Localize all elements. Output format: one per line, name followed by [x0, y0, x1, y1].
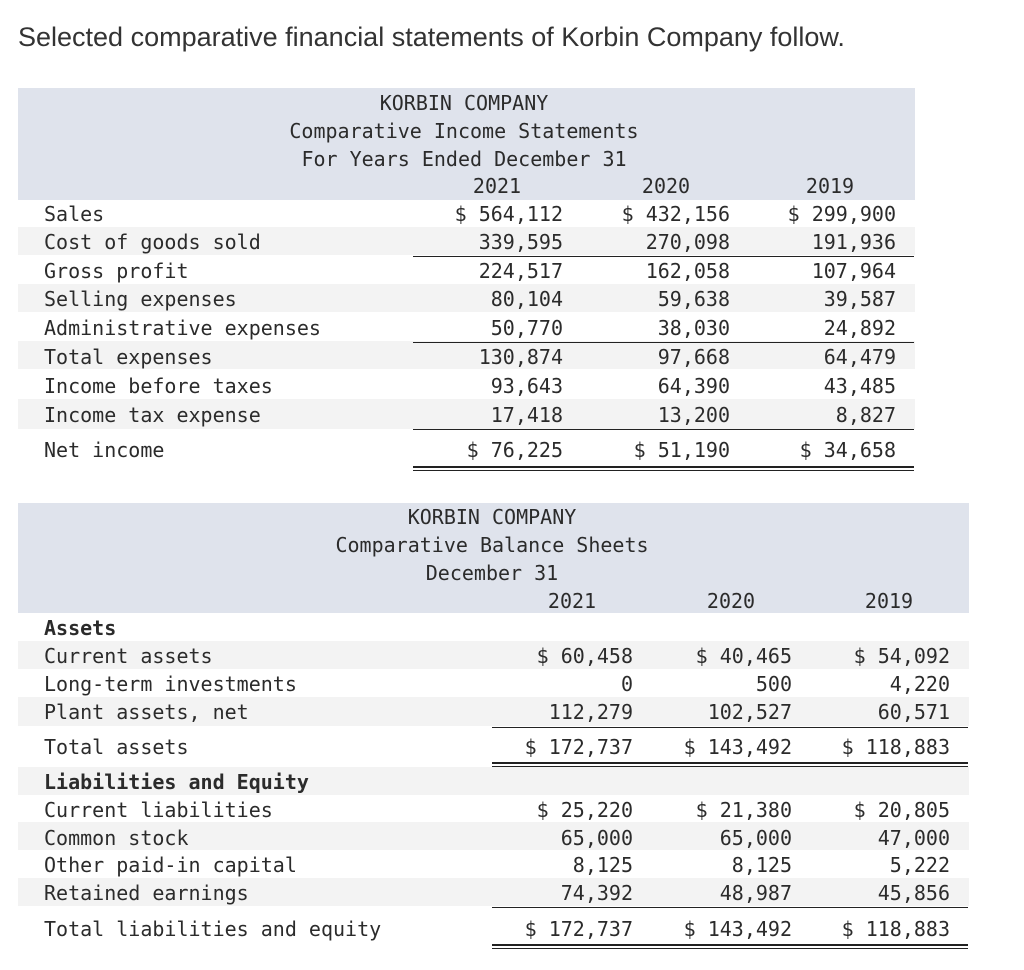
income-cell: 64,479	[823, 345, 896, 369]
intro-text: Selected comparative financial statements of Korbin Company follow.	[18, 22, 845, 52]
balance-row-label: Other paid-in capital	[44, 853, 297, 877]
income-cell: 8,827	[835, 403, 896, 427]
income-cell: 224,517	[478, 259, 563, 283]
balance-cell: 8,125	[572, 853, 633, 877]
balance-row-label: Retained earnings	[44, 881, 249, 905]
balance-year-2021: 2021	[547, 589, 597, 613]
income-cell: 107,964	[811, 259, 896, 283]
income-cell: 13,200	[657, 403, 730, 427]
income-row-label: Administrative expenses	[44, 316, 321, 340]
balance-cell: 45,856	[877, 881, 950, 905]
balance-cell: $ 25,220	[536, 798, 633, 822]
income-rule	[413, 429, 914, 430]
income-cell: 339,595	[478, 230, 563, 254]
income-cell: $ 299,900	[787, 202, 896, 226]
income-year-2021: 2021	[472, 174, 522, 198]
income-cell: $ 564,112	[454, 202, 563, 226]
income-row-label: Selling expenses	[44, 287, 237, 311]
income-rule	[413, 256, 914, 257]
income-double-rule	[413, 466, 914, 468]
income-cell: 64,390	[657, 374, 730, 398]
balance-cell: 8,125	[731, 853, 792, 877]
balance-double-rule	[492, 948, 968, 949]
balance-row-label: Total assets	[44, 735, 189, 759]
balance-rule	[492, 907, 968, 908]
income-cell: 38,030	[657, 316, 730, 340]
balance-double-rule	[492, 762, 968, 764]
balance-cell: 48,987	[719, 881, 792, 905]
income-cell: 270,098	[645, 230, 730, 254]
balance-cell: 4,220	[889, 672, 950, 696]
income-year-2019: 2019	[805, 174, 855, 198]
income-cell: 80,104	[490, 287, 563, 311]
liabilities-heading: Liabilities and Equity	[44, 770, 309, 794]
balance-period: December 31	[425, 561, 559, 585]
balance-cell: $ 54,092	[853, 644, 950, 668]
income-double-rule	[413, 470, 914, 471]
balance-cell: 112,279	[548, 700, 633, 724]
balance-row-label: Plant assets, net	[44, 700, 249, 724]
balance-cell: $ 172,737	[524, 735, 633, 759]
balance-cell: $ 143,492	[683, 735, 792, 759]
income-cell: $ 34,658	[799, 438, 896, 462]
balance-cell: $ 172,737	[524, 917, 633, 941]
income-row-label: Gross profit	[44, 259, 189, 283]
income-row-label: Cost of goods sold	[44, 230, 261, 254]
balance-rule	[492, 727, 968, 728]
balance-year-2020: 2020	[706, 589, 756, 613]
balance-cell: 0	[620, 672, 633, 696]
balance-cell: 47,000	[877, 826, 950, 850]
income-cell: 162,058	[645, 259, 730, 283]
income-cell: 24,892	[823, 316, 896, 340]
balance-year-2019: 2019	[864, 589, 914, 613]
balance-cell: 65,000	[719, 826, 792, 850]
balance-double-rule	[492, 766, 968, 767]
balance-cell: 74,392	[560, 881, 633, 905]
income-cell: 50,770	[490, 316, 563, 340]
income-row-label: Sales	[44, 202, 105, 226]
balance-title: Comparative Balance Sheets	[335, 533, 649, 557]
balance-cell: $ 21,380	[695, 798, 792, 822]
income-row-label: Total expenses	[44, 345, 213, 369]
balance-cell: 65,000	[560, 826, 633, 850]
balance-cell: $ 118,883	[841, 735, 950, 759]
balance-cell: $ 143,492	[683, 917, 792, 941]
income-cell: 191,936	[811, 230, 896, 254]
balance-row-label: Current assets	[44, 644, 213, 668]
income-cell: 39,587	[823, 287, 896, 311]
balance-cell: 500	[755, 672, 792, 696]
balance-cell: $ 118,883	[841, 917, 950, 941]
income-row-label: Income tax expense	[44, 403, 261, 427]
income-year-2020: 2020	[641, 174, 691, 198]
income-cell: 17,418	[490, 403, 563, 427]
balance-row-label: Total liabilities and equity	[44, 917, 382, 941]
balance-company-name: KORBIN COMPANY	[407, 505, 577, 529]
balance-cell: $ 20,805	[853, 798, 950, 822]
balance-row-label: Common stock	[44, 826, 189, 850]
balance-double-rule	[492, 944, 968, 946]
balance-cell: 60,571	[877, 700, 950, 724]
balance-row-label: Long-term investments	[44, 672, 297, 696]
income-cell: $ 51,190	[633, 438, 730, 462]
assets-heading: Assets	[44, 616, 117, 640]
balance-cell: $ 60,458	[536, 644, 633, 668]
balance-cell: 102,527	[707, 700, 792, 724]
income-cell: 130,874	[478, 345, 563, 369]
income-row-label: Income before taxes	[44, 374, 273, 398]
income-cell: 43,485	[823, 374, 896, 398]
income-row-label: Net income	[44, 438, 165, 462]
balance-cell: 5,222	[889, 853, 950, 877]
income-cell: $ 432,156	[621, 202, 730, 226]
income-title: Comparative Income Statements	[289, 119, 639, 143]
income-cell: 59,638	[657, 287, 730, 311]
income-period: For Years Ended December 31	[301, 147, 627, 171]
income-cell: 97,668	[657, 345, 730, 369]
income-company-name: KORBIN COMPANY	[379, 91, 549, 115]
income-cell: 93,643	[490, 374, 563, 398]
income-cell: $ 76,225	[466, 438, 563, 462]
income-rule	[413, 342, 914, 343]
balance-cell: $ 40,465	[695, 644, 792, 668]
balance-row-label: Current liabilities	[44, 798, 273, 822]
